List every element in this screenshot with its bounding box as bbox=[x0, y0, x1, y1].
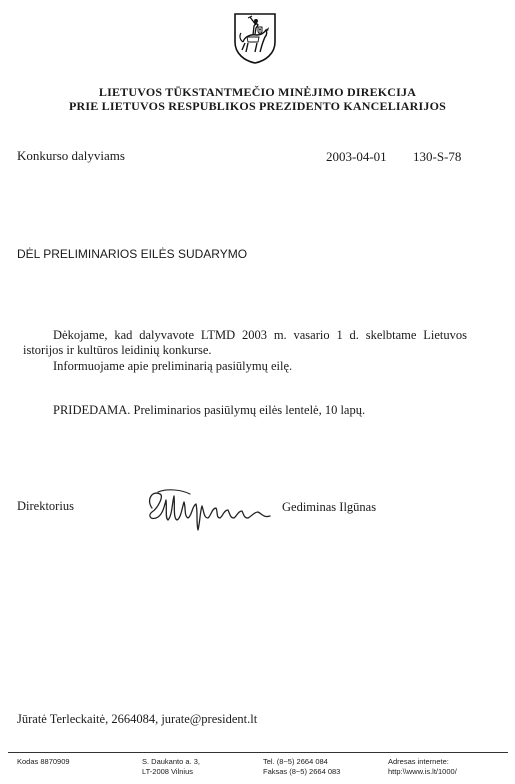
fax-number: Faksas (8~5) 2664 083 bbox=[263, 767, 341, 776]
web-label: Adresas internete: bbox=[388, 757, 449, 766]
footer-address bbox=[142, 757, 200, 777]
body-paragraph: Informuojame apie preliminarią pasiūlymų eilę. bbox=[53, 359, 293, 373]
footer-divider bbox=[8, 752, 508, 753]
address-city: LT-2008 Vilnius bbox=[142, 767, 194, 776]
footer-phones bbox=[263, 757, 340, 777]
attachment-note: PRIDEDAMA. Preliminarios pasiūlymų eilės lentelė, 10 lapų. bbox=[53, 403, 366, 417]
footer-code bbox=[17, 757, 70, 767]
phone-number: Tel. (8~5) 2664 084 bbox=[263, 757, 328, 766]
signer-name: Gediminas Ilgūnas bbox=[282, 500, 377, 514]
recipient: Konkurso dalyviams bbox=[17, 148, 125, 163]
document-date: 2003-04-01 bbox=[326, 149, 387, 164]
contact-person: Jūratė Terleckaitė, 2664084, jurate@president.lt bbox=[17, 712, 258, 726]
body-paragraph: Dėkojame, kad dalyvavote LTMD 2003 m. vasario 1 d. skelbtame Lietuvos istorijos ir kultūros leidinių konkurse. bbox=[23, 328, 467, 357]
subject-line: DĖL PRELIMINARIOS EILĖS SUDARYMO bbox=[17, 247, 248, 261]
address-street: S. Daukanto a. 3, bbox=[142, 757, 200, 766]
coat-of-arms-logo bbox=[233, 12, 277, 64]
company-code: Kodas 8870909 bbox=[17, 757, 70, 766]
organization-name: LIETUVOS TŪKSTANTMEČIO MINĖJIMO DIREKCIJA bbox=[98, 85, 417, 99]
registration-number: 130-S-78 bbox=[413, 149, 462, 164]
handwritten-signature bbox=[138, 478, 278, 534]
footer-web bbox=[388, 757, 457, 777]
organization-subtitle: PRIE LIETUVOS RESPUBLIKOS PREZIDENTO KANCELIARIJOS bbox=[69, 99, 446, 113]
web-url: http:\\www.is.lt/1000/ bbox=[388, 767, 457, 776]
signer-role: Direktorius bbox=[17, 499, 74, 513]
